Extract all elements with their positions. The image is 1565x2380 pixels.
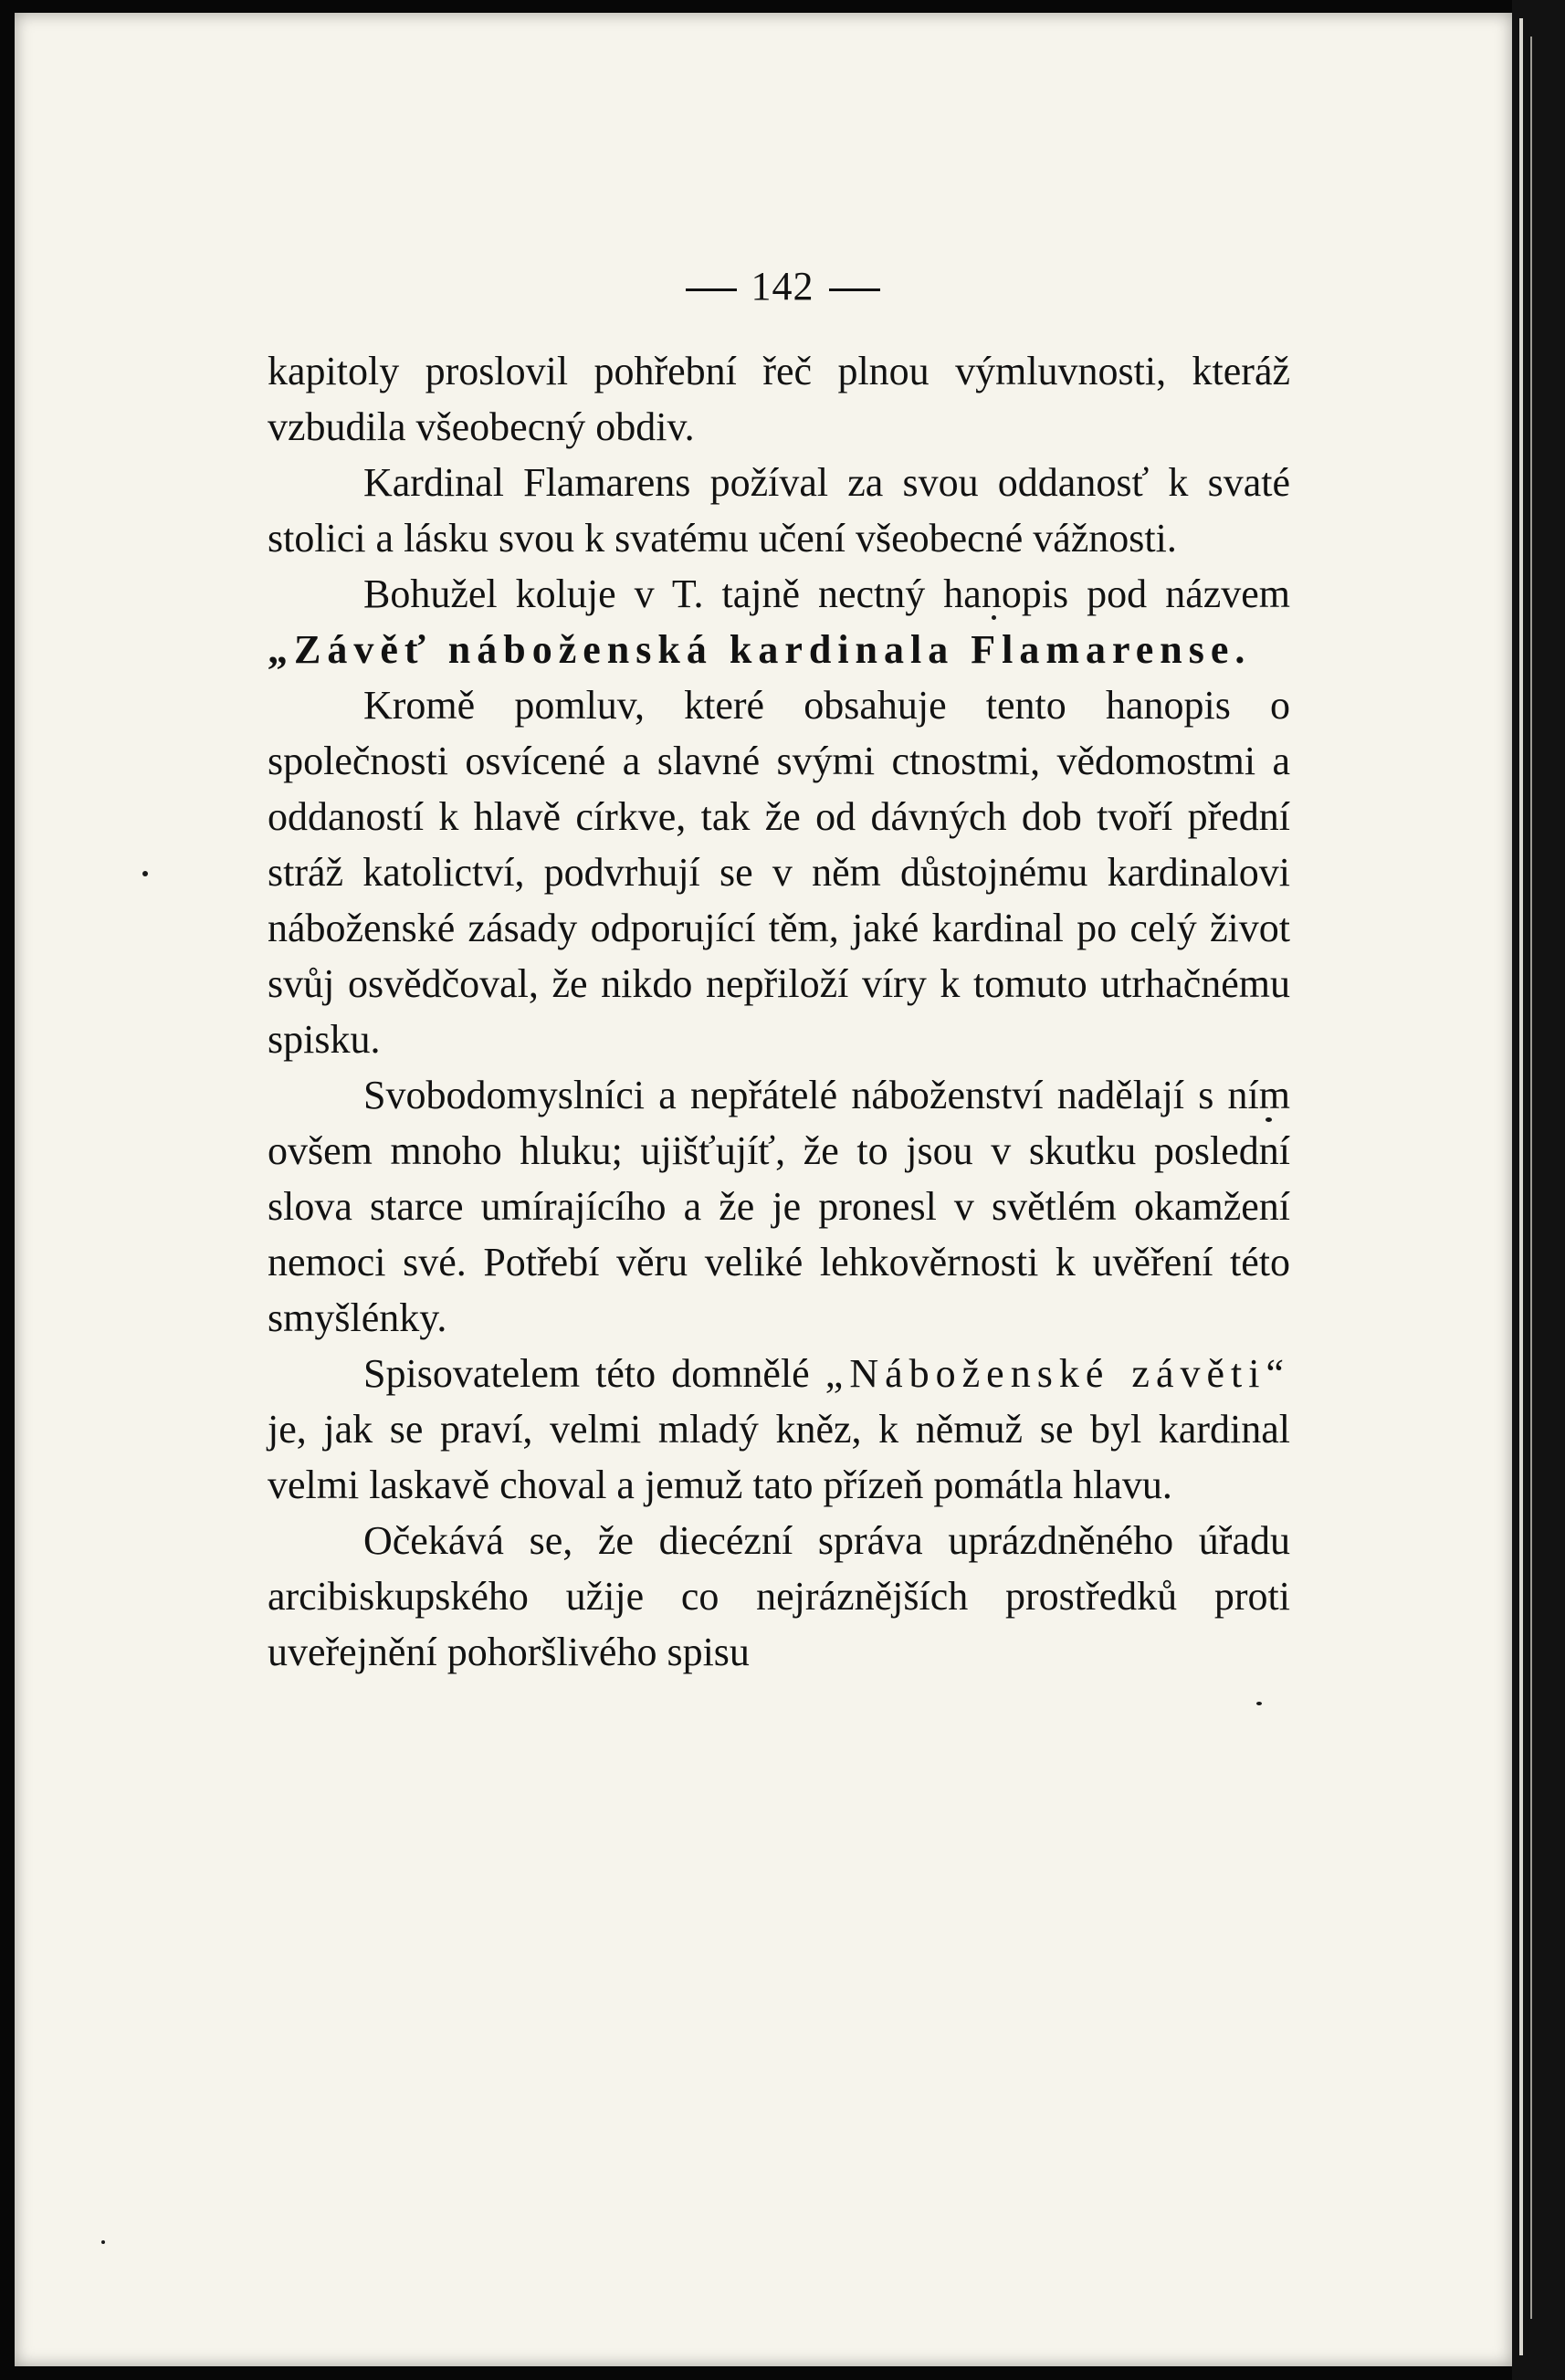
ink-speck — [142, 871, 148, 876]
paragraph — [268, 566, 1290, 677]
ink-speck — [1256, 1702, 1262, 1705]
paragraph: kapitoly proslovil pohřební řeč plnou výmluvnosti, kteráž vzbudila všeobecný obdiv. — [268, 349, 1290, 449]
paragraph-text: je, jak se praví, velmi mladý kněz, k němuž se byl kardinal velmi laskavě choval a jemuž tato přízeň pomátla hlavu. — [268, 1407, 1290, 1507]
dash-left — [686, 288, 737, 291]
emphasized-title: „Náboženské závěti“ — [825, 1351, 1290, 1396]
paragraph-text: Bohužel koluje v T. tajně nectný hanopis pod názvem — [363, 571, 1290, 616]
emphasized-title: „Závěť náboženská kardinala Flamarense. — [268, 627, 1252, 672]
page-edge-line — [1530, 37, 1532, 2319]
paragraph: Svobodomyslníci a nepřátelé náboženství nadělají s ním ovšem mnoho hluku; ujišťujíť, že to jsou v skutku poslední slova starce umírajícího a že je pronesl v světlém okamžení nemoci své. Potřebí věru veliké lehkověrnosti k uvěření této smyšlénky. — [268, 1073, 1290, 1340]
body-text — [268, 343, 1290, 1680]
page-number — [0, 263, 1565, 309]
page-edge-shadow — [1512, 0, 1565, 2380]
page-edge-line — [1519, 18, 1523, 2355]
paragraph: Očekává se, že diecézní správa uprázdněného úřadu arcibiskupského užije co nejráznějších prostředků proti uveřejnění pohoršlivého spisu — [268, 1518, 1290, 1674]
page-number-text: 142 — [751, 264, 814, 309]
ink-speck — [101, 2240, 105, 2244]
dash-right — [829, 288, 880, 291]
paragraph-text: Spisovatelem této domnělé — [363, 1351, 825, 1396]
paragraph: Kromě pomluv, které obsahuje tento hanopis o společnosti osvícené a slavné svými ctnostmi, vědomostmi a oddaností k hlavě církve, tak že od dávných dob tvoří přední stráž katolictví, podvrhují se v něm důstojnému kardinalovi náboženské zásady odporující těm, jaké kardinal po celý život svůj osvědčoval, že nikdo nepřiloží víry k tomuto utrhačnému spisku. — [268, 683, 1290, 1062]
paragraph: Kardinal Flamarens požíval za svou oddanosť k svaté stolici a lásku svou k svatému učení všeobecné vážnosti. — [268, 460, 1290, 561]
paragraph — [268, 1346, 1290, 1513]
